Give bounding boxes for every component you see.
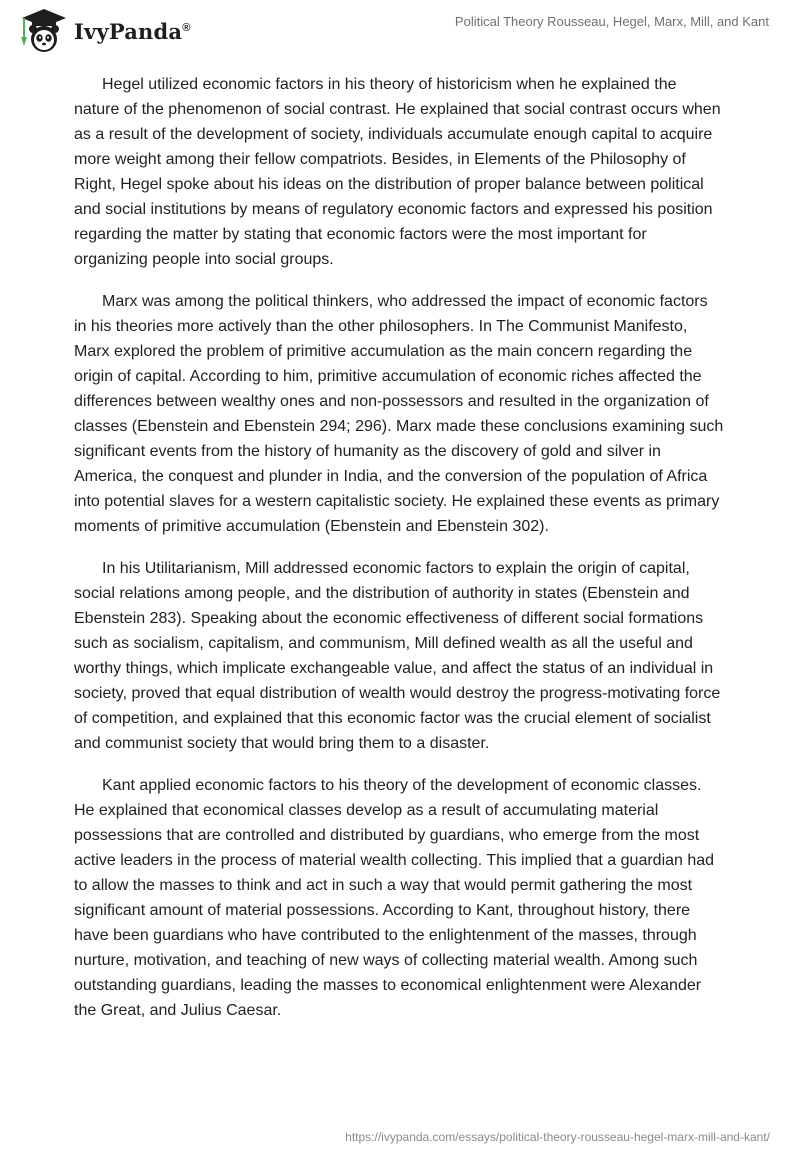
paragraph-kant: Kant applied economic factors to his theory of the development of economic classes. He explained that economical classes develop as a result of accumulating material possessions that are controlled and distributed by guardians, who emerge from the most active leaders in the process of material wealth collecting. This implied that a guardian had to allow the masses to think and act in such a way that would permit gathering the most significant amount of material possessions. According to Kant, throughout history, there have been guardians who have contributed to the enlightenment of the masses, through nurture, motivation, and teaching of new ways of collecting material wealth. Among such outstanding guardians, leading the masses to economical enlightenment were Alexander the Great, and Julius Caesar. [74,777,715,1019]
logo-wordmark: IvyPanda [74,18,183,44]
source-url[interactable]: https://ivypanda.com/essays/political-theory-rousseau-hegel-marx-mill-and-kant/ [345,1130,770,1144]
paragraph-mill: In his Utilitarianism, Mill addressed economic factors to explain the origin of capital, social relations among people, and the distribution of authority in states (Ebenstein and Ebenstein 283). Speaking about the economic effectiveness of different social formations such as socialism, capitalism, and communism, Mill defined wealth as all the useful and worthy things, which implicate exchangeable value, and affect the status of an individual in society, proved that equal distribution of wealth would destroy the progress-motivating force of competition, and explained that this economic factor was the crucial element of socialist and communist society that would bring them to a disaster. [74,560,721,752]
logo-text [74,19,191,44]
page-header [0,0,800,60]
paragraph-marx: Marx was among the political thinkers, who addressed the impact of economic factors in his theories more actively than the other philosophers. In The Communist Manifesto, Marx explored the problem of primitive accumulation as the main concern regarding the origin of capital. According to him, primitive accumulation of economic riches affected the differences between wealthy ones and non-possessors and resulted in the organization of classes (Ebenstein and Ebenstein 294; 296). Marx made these conclusions examining such significant events from the history of humanity as the discovery of gold and silver in America, the conquest and plunder in India, and the conversion of the population of Africa into potential slaves for a western capitalistic society. He explained these events as primary moments of primitive accumulation (Ebenstein and Ebenstein 302). [74,293,724,535]
paragraph-hegel: Hegel utilized economic factors in his theory of historicism when he explained the nature of the phenomenon of social contrast. He explained that social contrast occurs when as a result of the development of society, individuals accumulate enough capital to acquire more weight among their fellow compatriots. Besides, in Elements of the Philosophy of Right, Hegel spoke about his ideas on the distribution of proper balance between political and social institutions by means of regulatory economic factors and expressed his position regarding the matter by stating that economic factors were the most important for organizing people into social groups. [74,76,721,268]
essay-body [74,72,724,1040]
logo[interactable] [14,6,191,54]
registered-mark: ® [182,21,191,34]
panda-graduate-icon [14,6,68,54]
document-title: Political Theory Rousseau, Hegel, Marx, Mill, and Kant [454,14,769,29]
